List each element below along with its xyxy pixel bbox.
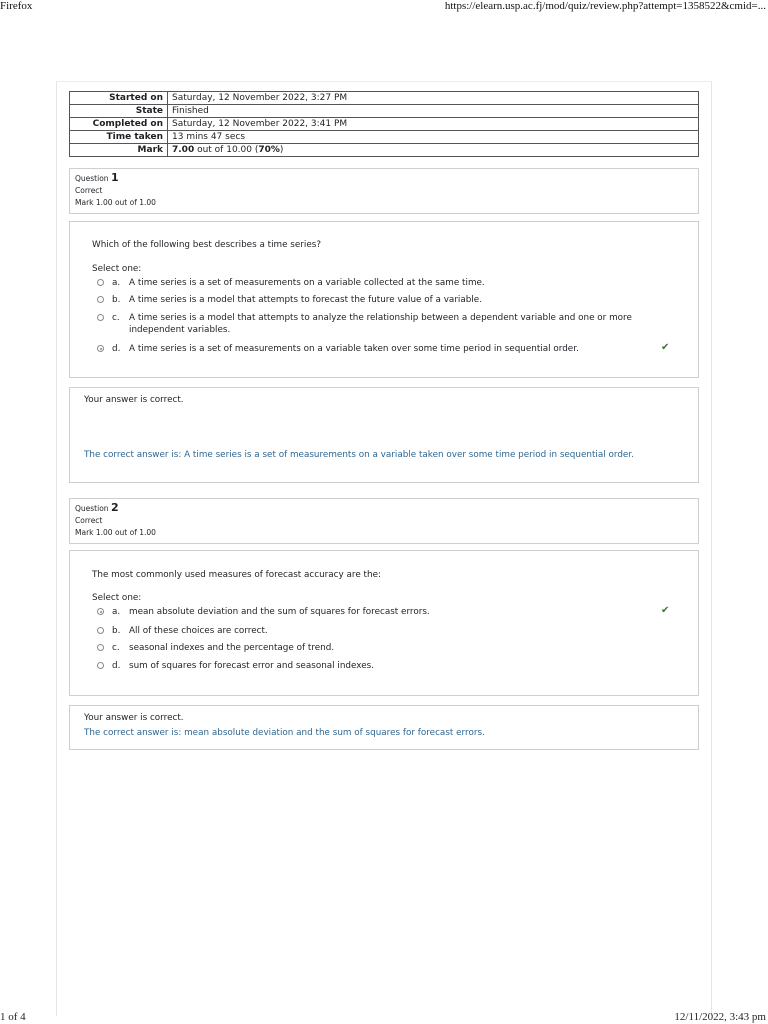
option-text: A time series is a model that attempts to analyze the relationship between a dependent variable and one or more independent variables. [129, 313, 632, 335]
question-state: Correct [75, 186, 103, 195]
question-mark: Mark 1.00 out of 1.00 [75, 528, 156, 537]
summary-label: Mark [70, 144, 168, 157]
mark-score: 7.00 [172, 145, 195, 155]
option-letter: a. [112, 607, 121, 617]
option-letter: d. [112, 661, 121, 671]
question-state: Correct [75, 516, 103, 525]
radio-button-checked[interactable] [97, 608, 104, 615]
question-text: Which of the following best describes a time series? [92, 240, 322, 250]
option-letter: b. [112, 626, 121, 636]
radio-button[interactable] [97, 296, 104, 303]
radio-button[interactable] [97, 662, 104, 669]
question-info [69, 498, 699, 544]
radio-button[interactable] [97, 627, 104, 634]
radio-button[interactable] [97, 314, 104, 321]
option-letter: c. [112, 643, 120, 653]
summary-value: Saturday, 12 November 2022, 3:41 PM [168, 118, 699, 131]
correct-answer-text: The correct answer is: A time series is a set of measurements on a variable taken over some time period in sequential order. [84, 450, 634, 460]
summary-row [70, 131, 699, 144]
attempt-summary-table [69, 91, 699, 157]
option-letter: a. [112, 278, 121, 288]
question-mark: Mark 1.00 out of 1.00 [75, 198, 156, 207]
radio-button-checked[interactable] [97, 345, 104, 352]
summary-mark-value [168, 144, 699, 157]
option-text: A time series is a model that attempts to forecast the future value of a variable. [129, 295, 483, 305]
select-one-label: Select one: [92, 593, 142, 603]
summary-value: Finished [168, 105, 699, 118]
radio-button[interactable] [97, 279, 104, 286]
summary-row [70, 92, 699, 105]
option-text: sum of squares for forecast error and seasonal indexes. [129, 661, 374, 671]
question-label: Question [75, 174, 109, 183]
option-text: All of these choices are correct. [129, 626, 268, 636]
correct-check-icon: ✔ [661, 342, 670, 353]
question-feedback [69, 705, 699, 750]
select-one-label: Select one: [92, 264, 142, 274]
option-text: A time series is a set of measurements on a variable collected at the same time. [129, 278, 485, 288]
print-datetime: 12/11/2022, 3:43 pm [674, 1011, 766, 1023]
summary-value: Saturday, 12 November 2022, 3:27 PM [168, 92, 699, 105]
correct-answer-text: The correct answer is: mean absolute deviation and the sum of squares for forecast errors. [84, 728, 485, 738]
summary-label: Completed on [70, 118, 168, 131]
mark-out-of: out of 10.00 ( [194, 145, 259, 155]
summary-row [70, 118, 699, 131]
summary-label: State [70, 105, 168, 118]
question-content [69, 550, 699, 696]
summary-value: 13 mins 47 secs [168, 131, 699, 144]
option-text: seasonal indexes and the percentage of trend. [129, 643, 335, 653]
option-text: A time series is a set of measurements on a variable taken over some time period in sequential order. [129, 344, 579, 354]
option-letter: d. [112, 344, 121, 354]
mark-percent: 70% [258, 145, 280, 155]
page-url: https://elearn.usp.ac.fj/mod/quiz/review.php?attempt=1358522&cmid=... [444, 0, 766, 12]
question-feedback [69, 387, 699, 483]
summary-label: Started on [70, 92, 168, 105]
question-info [69, 168, 699, 214]
page-counter: 1 of 4 [0, 1011, 26, 1023]
summary-row [70, 105, 699, 118]
mark-close: ) [279, 145, 284, 155]
summary-label: Time taken [70, 131, 168, 144]
option-letter: c. [112, 313, 120, 323]
option-text: mean absolute deviation and the sum of squares for forecast errors. [129, 607, 430, 617]
question-number: 2 [110, 501, 119, 514]
question-label: Question [75, 504, 109, 513]
radio-button[interactable] [97, 644, 104, 651]
option-letter: b. [112, 295, 121, 305]
feedback-status: Your answer is correct. [84, 713, 184, 723]
browser-title: Firefox [0, 0, 33, 12]
question-content [69, 221, 699, 378]
summary-row-mark [70, 144, 699, 157]
question-number: 1 [110, 171, 119, 184]
correct-check-icon: ✔ [661, 605, 670, 616]
question-text: The most commonly used measures of forecast accuracy are the: [92, 570, 381, 580]
feedback-status: Your answer is correct. [84, 395, 184, 405]
